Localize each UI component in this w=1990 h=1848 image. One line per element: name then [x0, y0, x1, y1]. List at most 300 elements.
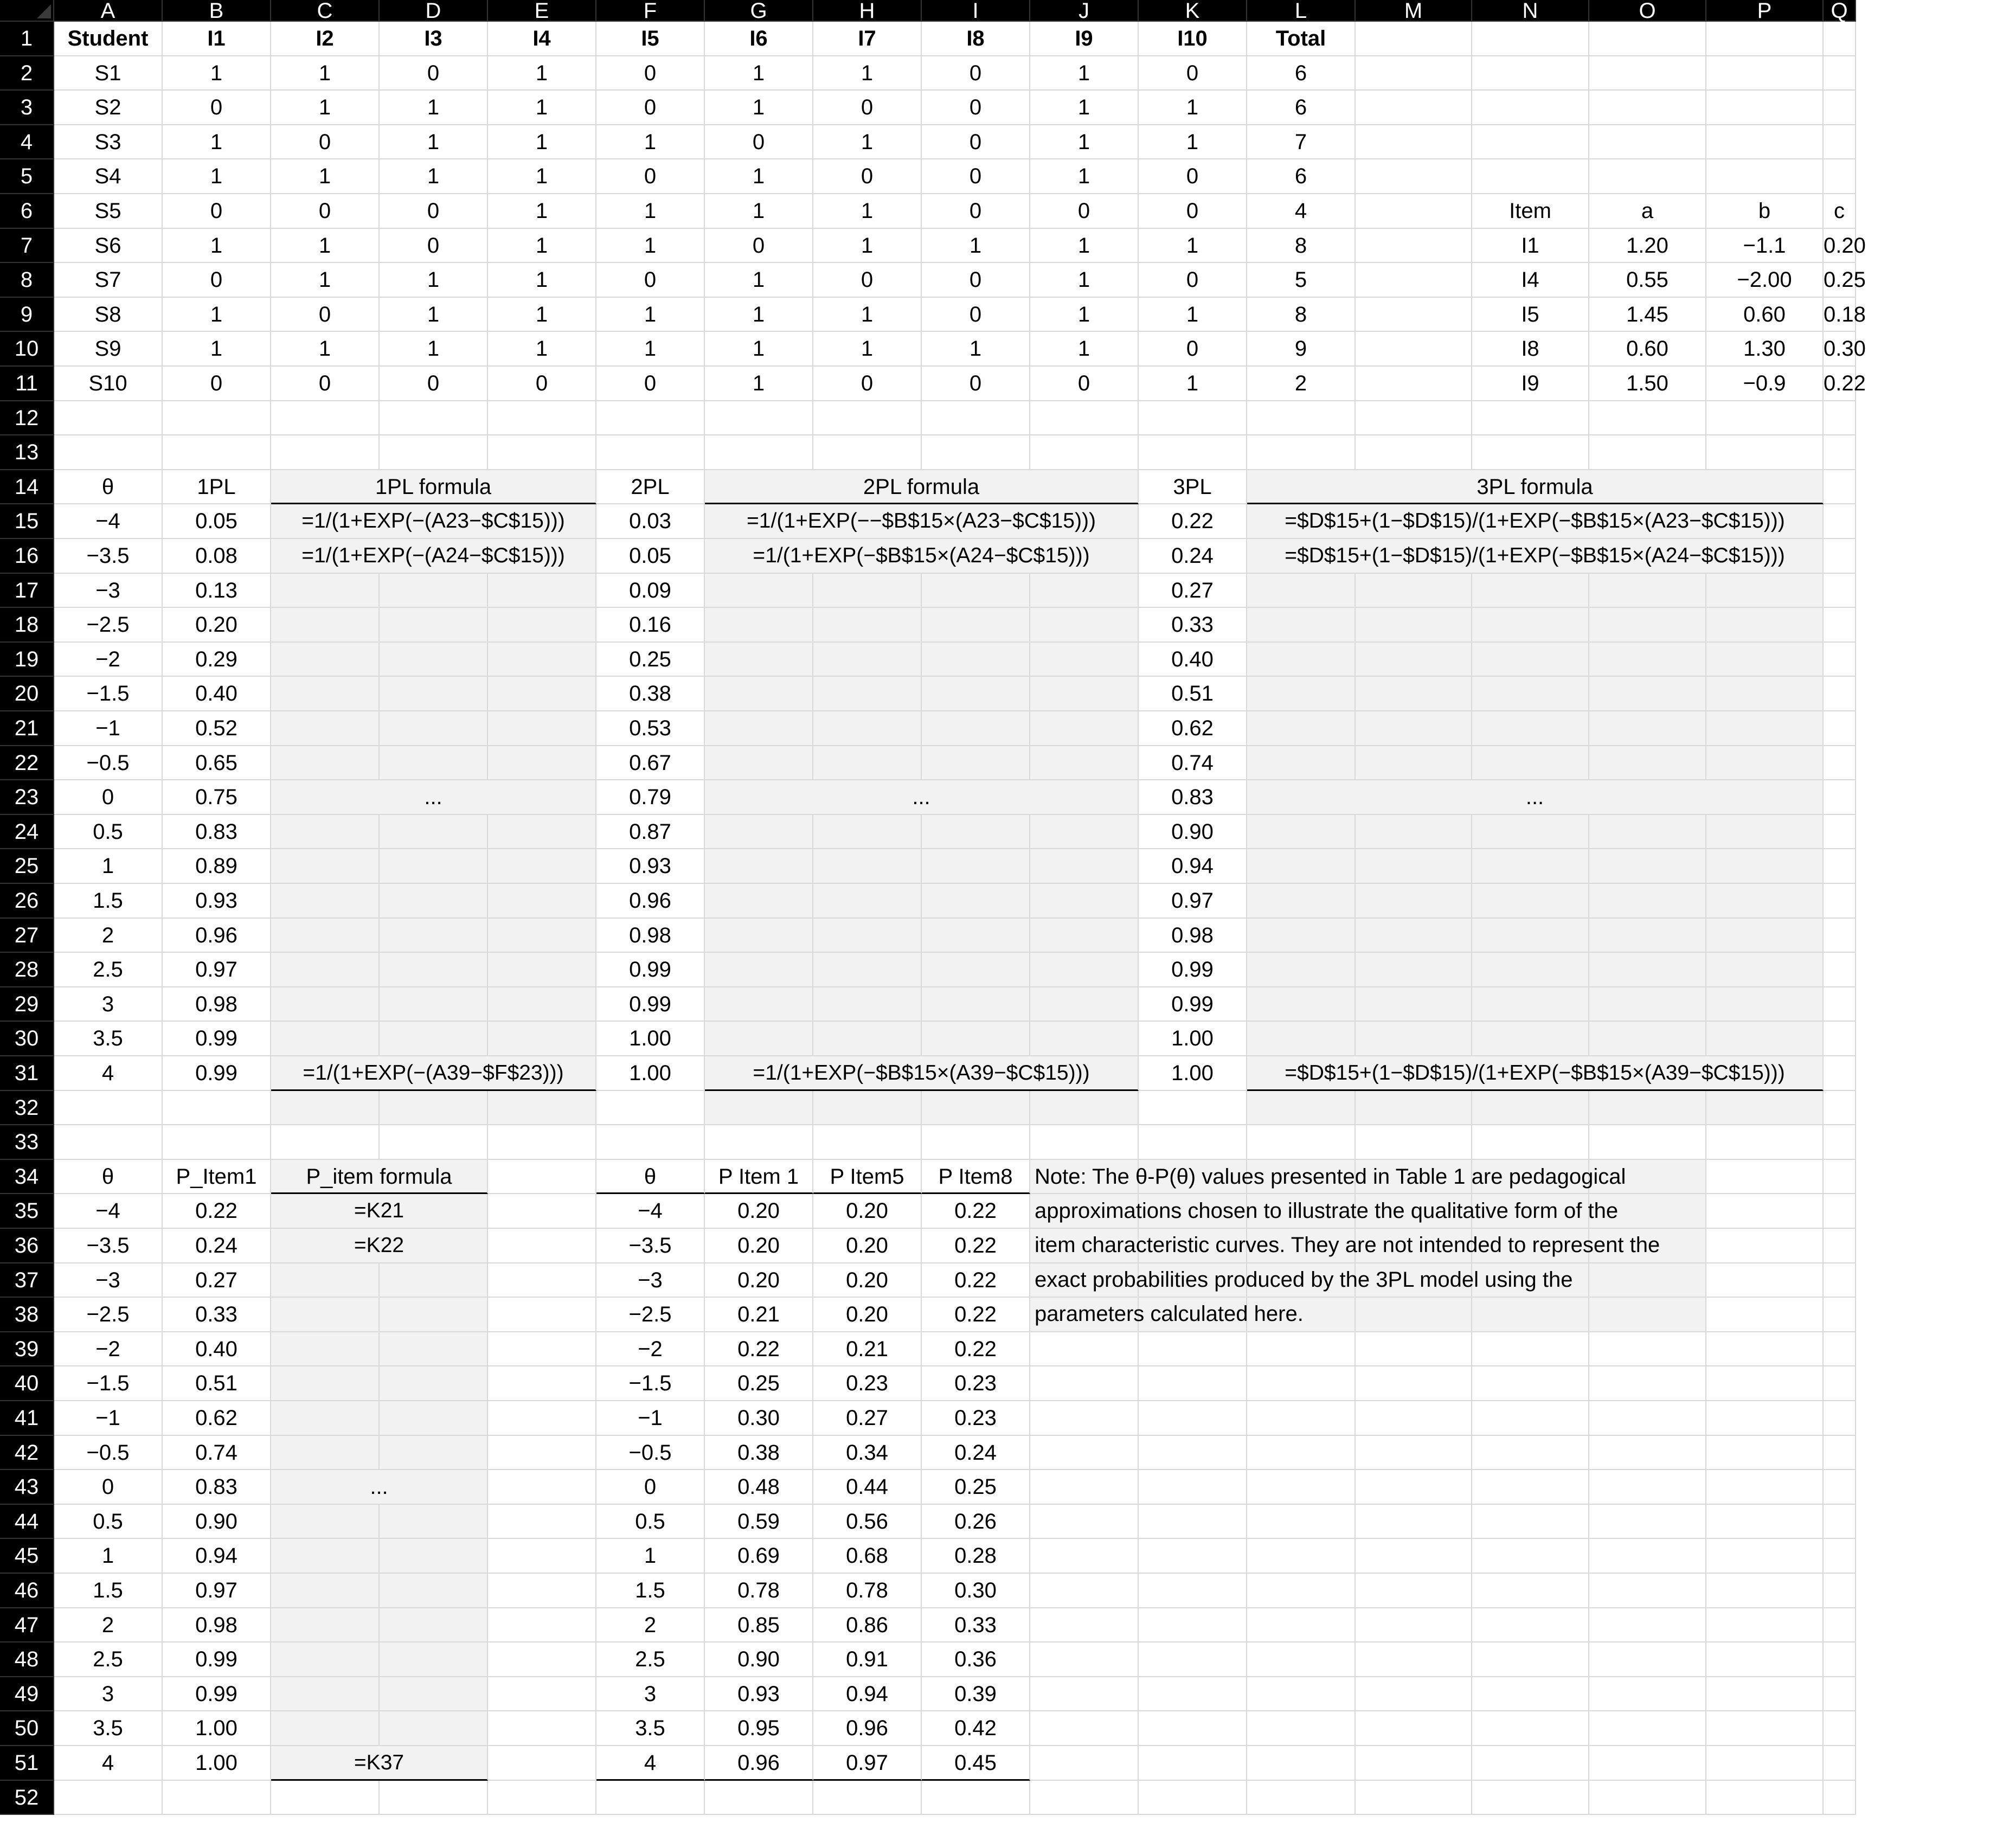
cell-i49[interactable]: 0.39 [922, 1677, 1030, 1712]
cell-j3[interactable]: 1 [1030, 91, 1139, 125]
row-header[interactable]: 41 [0, 1401, 54, 1436]
grid-cell[interactable] [1589, 1332, 1706, 1367]
cell-a14[interactable]: θ [54, 470, 163, 505]
grid-cell[interactable] [1706, 1022, 1824, 1056]
grid-cell[interactable] [1356, 1711, 1472, 1746]
cell-b38[interactable]: 0.33 [163, 1298, 271, 1332]
row-header[interactable]: 6 [0, 194, 54, 229]
grid-cell[interactable] [705, 435, 813, 470]
grid-cell[interactable] [1824, 159, 1856, 194]
grid-cell[interactable] [1247, 643, 1356, 677]
cell-f5[interactable]: 0 [596, 159, 705, 194]
grid-cell[interactable] [1356, 1470, 1472, 1505]
cell-i35[interactable]: 0.22 [922, 1194, 1030, 1229]
cell-n7[interactable]: I1 [1472, 229, 1589, 264]
grid-cell[interactable] [1030, 711, 1139, 746]
grid-cell[interactable] [271, 1366, 380, 1401]
grid-cell[interactable] [1589, 1642, 1706, 1677]
grid-cell[interactable] [1356, 1091, 1472, 1126]
grid-cell[interactable] [271, 746, 380, 781]
grid-cell[interactable] [488, 1332, 596, 1367]
grid-cell[interactable] [1824, 677, 1856, 711]
cell-f11[interactable]: 0 [596, 367, 705, 401]
grid-cell[interactable] [1824, 574, 1856, 608]
grid-cell[interactable] [705, 643, 813, 677]
grid-cell[interactable] [922, 435, 1030, 470]
cell-g48[interactable]: 0.90 [705, 1642, 813, 1677]
cell-e5[interactable]: 1 [488, 159, 596, 194]
cell-i5[interactable]: 0 [922, 159, 1030, 194]
cell-g10[interactable]: 1 [705, 332, 813, 367]
grid-cell[interactable] [1247, 1539, 1356, 1574]
grid-cell[interactable] [1589, 1470, 1706, 1505]
grid-cell[interactable] [1589, 746, 1706, 781]
cell-g46[interactable]: 0.78 [705, 1574, 813, 1608]
cell-f49[interactable]: 3 [596, 1677, 705, 1712]
grid-cell[interactable] [705, 1125, 813, 1160]
cell-f45[interactable]: 1 [596, 1539, 705, 1574]
grid-cell[interactable] [488, 815, 596, 850]
cell-b19[interactable]: 0.29 [163, 643, 271, 677]
grid-cell[interactable] [1472, 1125, 1589, 1160]
grid-cell[interactable] [1356, 229, 1472, 264]
cell-i39[interactable]: 0.22 [922, 1332, 1030, 1367]
grid-cell[interactable] [1706, 401, 1824, 436]
grid-cell[interactable] [1706, 1091, 1824, 1126]
row-header[interactable]: 34 [0, 1160, 54, 1195]
cell-o9[interactable]: 1.45 [1589, 298, 1706, 332]
grid-cell[interactable] [488, 1263, 596, 1298]
cell-f35[interactable]: −4 [596, 1194, 705, 1229]
grid-cell[interactable] [1139, 1642, 1247, 1677]
grid-cell[interactable] [813, 815, 922, 850]
grid-cell[interactable] [1706, 746, 1824, 781]
grid-cell[interactable] [1356, 1539, 1472, 1574]
grid-cell[interactable] [1356, 746, 1472, 781]
grid-cell[interactable] [813, 953, 922, 987]
grid-cell[interactable] [1247, 1781, 1356, 1815]
grid-cell[interactable] [488, 884, 596, 919]
grid-cell[interactable] [488, 1539, 596, 1574]
grid-cell[interactable] [1030, 1711, 1139, 1746]
grid-cell[interactable] [1706, 1194, 1824, 1229]
grid-cell[interactable] [1589, 56, 1706, 91]
row-header[interactable]: 31 [0, 1056, 54, 1091]
row-header[interactable]: 15 [0, 504, 54, 539]
grid-cell[interactable] [1356, 1746, 1472, 1781]
cell-h35[interactable]: 0.20 [813, 1194, 922, 1229]
grid-cell[interactable] [1589, 1022, 1706, 1056]
cell-h47[interactable]: 0.86 [813, 1608, 922, 1643]
row-header[interactable]: 19 [0, 643, 54, 677]
grid-cell[interactable] [1356, 1436, 1472, 1471]
cell-l2[interactable]: 6 [1247, 56, 1356, 91]
cell-i1[interactable]: I8 [922, 22, 1030, 56]
grid-cell[interactable] [380, 711, 488, 746]
grid-cell[interactable] [1472, 1505, 1589, 1539]
cell-g6[interactable]: 1 [705, 194, 813, 229]
grid-cell[interactable] [271, 677, 380, 711]
grid-cell[interactable] [1706, 953, 1824, 987]
grid-cell[interactable] [1356, 125, 1472, 160]
cell-d9[interactable]: 1 [380, 298, 488, 332]
row-header[interactable]: 7 [0, 229, 54, 264]
grid-cell[interactable] [1247, 1091, 1356, 1126]
grid-cell[interactable] [1472, 746, 1589, 781]
cell-d3[interactable]: 1 [380, 91, 488, 125]
cell-f42[interactable]: −0.5 [596, 1436, 705, 1471]
grid-cell[interactable] [1589, 125, 1706, 160]
cell-p9[interactable]: 0.60 [1706, 298, 1824, 332]
cell-o11[interactable]: 1.50 [1589, 367, 1706, 401]
cell-f10[interactable]: 1 [596, 332, 705, 367]
grid-cell[interactable] [1824, 1366, 1856, 1401]
cell-h1[interactable]: I7 [813, 22, 922, 56]
column-header[interactable]: E [488, 0, 596, 22]
cell-c34[interactable]: P_item formula [271, 1160, 488, 1195]
cell-b27[interactable]: 0.96 [163, 919, 271, 953]
cell-i45[interactable]: 0.28 [922, 1539, 1030, 1574]
cell-a37[interactable]: −3 [54, 1263, 163, 1298]
grid-cell[interactable] [922, 711, 1030, 746]
cell-h39[interactable]: 0.21 [813, 1332, 922, 1367]
grid-cell[interactable] [380, 884, 488, 919]
grid-cell[interactable] [271, 987, 380, 1022]
cell-k27[interactable]: 0.98 [1139, 919, 1247, 953]
grid-cell[interactable] [596, 1091, 705, 1126]
cell-h46[interactable]: 0.78 [813, 1574, 922, 1608]
grid-cell[interactable] [380, 1781, 488, 1815]
grid-cell[interactable] [1706, 1574, 1824, 1608]
grid-cell[interactable] [1824, 1608, 1856, 1643]
grid-cell[interactable] [1356, 194, 1472, 229]
row-header[interactable]: 28 [0, 953, 54, 987]
cell-k19[interactable]: 0.40 [1139, 643, 1247, 677]
cell-f43[interactable]: 0 [596, 1470, 705, 1505]
grid-cell[interactable] [488, 1229, 596, 1263]
select-all-corner[interactable] [0, 0, 54, 22]
row-header[interactable]: 13 [0, 435, 54, 470]
cell-f40[interactable]: −1.5 [596, 1366, 705, 1401]
grid-cell[interactable] [1030, 953, 1139, 987]
cell-q11[interactable]: 0.22 [1824, 367, 1856, 401]
cell-h44[interactable]: 0.56 [813, 1505, 922, 1539]
row-header[interactable]: 45 [0, 1539, 54, 1574]
cell-o6[interactable]: a [1589, 194, 1706, 229]
row-header[interactable]: 14 [0, 470, 54, 505]
grid-cell[interactable] [1356, 884, 1472, 919]
cell-h43[interactable]: 0.44 [813, 1470, 922, 1505]
grid-cell[interactable] [1706, 1711, 1824, 1746]
column-header[interactable]: C [271, 0, 380, 22]
cell-l5[interactable]: 6 [1247, 159, 1356, 194]
cell-f19[interactable]: 0.25 [596, 643, 705, 677]
cell-b26[interactable]: 0.93 [163, 884, 271, 919]
grid-cell[interactable] [705, 953, 813, 987]
grid-cell[interactable] [1247, 1711, 1356, 1746]
grid-cell[interactable] [380, 1711, 488, 1746]
cell-j6[interactable]: 0 [1030, 194, 1139, 229]
grid-cell[interactable] [1139, 1505, 1247, 1539]
grid-cell[interactable] [1139, 435, 1247, 470]
row-header[interactable]: 27 [0, 919, 54, 953]
cell-a9[interactable]: S8 [54, 298, 163, 332]
grid-cell[interactable] [271, 1608, 380, 1643]
cell-a51[interactable]: 4 [54, 1746, 163, 1781]
cell-b8[interactable]: 0 [163, 263, 271, 298]
grid-cell[interactable] [488, 987, 596, 1022]
row-header[interactable]: 39 [0, 1332, 54, 1367]
grid-cell[interactable] [1139, 1746, 1247, 1781]
row-header[interactable]: 48 [0, 1642, 54, 1677]
grid-cell[interactable] [1247, 1642, 1356, 1677]
cell-l16[interactable]: =$D$15+(1−$D$15)/(1+EXP(−$B$15×(A24−$C$15))) [1247, 539, 1824, 574]
grid-cell[interactable] [488, 1125, 596, 1160]
cell-h50[interactable]: 0.96 [813, 1711, 922, 1746]
grid-cell[interactable] [1030, 815, 1139, 850]
grid-cell[interactable] [1706, 1229, 1824, 1263]
grid-cell[interactable] [813, 435, 922, 470]
grid-cell[interactable] [1356, 159, 1472, 194]
grid-cell[interactable] [488, 401, 596, 436]
cell-i34[interactable]: P Item8 [922, 1160, 1030, 1195]
cell-a2[interactable]: S1 [54, 56, 163, 91]
cell-g15[interactable]: =1/(1+EXP(−−$B$15×(A23−$C$15))) [705, 504, 1139, 539]
cell-o8[interactable]: 0.55 [1589, 263, 1706, 298]
grid-cell[interactable] [705, 401, 813, 436]
cell-a40[interactable]: −1.5 [54, 1366, 163, 1401]
cell-f30[interactable]: 1.00 [596, 1022, 705, 1056]
grid-cell[interactable] [1824, 815, 1856, 850]
cell-c2[interactable]: 1 [271, 56, 380, 91]
grid-cell[interactable] [813, 987, 922, 1022]
cell-i36[interactable]: 0.22 [922, 1229, 1030, 1263]
grid-cell[interactable] [1824, 1263, 1856, 1298]
row-header[interactable]: 26 [0, 884, 54, 919]
cell-b41[interactable]: 0.62 [163, 1401, 271, 1436]
cell-k2[interactable]: 0 [1139, 56, 1247, 91]
cell-e2[interactable]: 1 [488, 56, 596, 91]
cell-g37[interactable]: 0.20 [705, 1263, 813, 1298]
grid-cell[interactable] [1824, 1056, 1856, 1091]
cell-i9[interactable]: 0 [922, 298, 1030, 332]
grid-cell[interactable] [1824, 1332, 1856, 1367]
grid-cell[interactable] [1706, 643, 1824, 677]
grid-cell[interactable] [1247, 884, 1356, 919]
cell-a36[interactable]: −3.5 [54, 1229, 163, 1263]
cell-n9[interactable]: I5 [1472, 298, 1589, 332]
grid-cell[interactable] [1589, 1505, 1706, 1539]
row-header[interactable]: 23 [0, 780, 54, 815]
cell-a25[interactable]: 1 [54, 849, 163, 884]
grid-cell[interactable] [271, 1298, 380, 1332]
row-header[interactable]: 43 [0, 1470, 54, 1505]
grid-cell[interactable] [380, 1608, 488, 1643]
grid-cell[interactable] [1824, 22, 1856, 56]
grid-cell[interactable] [1030, 1677, 1139, 1712]
grid-cell[interactable] [488, 435, 596, 470]
cell-i37[interactable]: 0.22 [922, 1263, 1030, 1298]
cell-f16[interactable]: 0.05 [596, 539, 705, 574]
grid-cell[interactable] [1030, 746, 1139, 781]
grid-cell[interactable] [1706, 711, 1824, 746]
grid-cell[interactable] [1356, 1677, 1472, 1712]
cell-b34[interactable]: P_Item1 [163, 1160, 271, 1195]
grid-cell[interactable] [922, 608, 1030, 643]
grid-cell[interactable] [1247, 1574, 1356, 1608]
grid-cell[interactable] [1247, 574, 1356, 608]
grid-cell[interactable] [1472, 1332, 1589, 1367]
grid-cell[interactable] [1472, 953, 1589, 987]
grid-cell[interactable] [54, 1125, 163, 1160]
cell-d7[interactable]: 0 [380, 229, 488, 264]
cell-g3[interactable]: 1 [705, 91, 813, 125]
cell-c4[interactable]: 0 [271, 125, 380, 160]
grid-cell[interactable] [1589, 849, 1706, 884]
grid-cell[interactable] [488, 1022, 596, 1056]
grid-cell[interactable] [1706, 1608, 1824, 1643]
cell-l15[interactable]: =$D$15+(1−$D$15)/(1+EXP(−$B$15×(A23−$C$15))) [1247, 504, 1824, 539]
grid-cell[interactable] [271, 1436, 380, 1471]
grid-cell[interactable] [922, 1022, 1030, 1056]
grid-cell[interactable] [1824, 919, 1856, 953]
cell-i4[interactable]: 0 [922, 125, 1030, 160]
cell-e4[interactable]: 1 [488, 125, 596, 160]
cell-k14[interactable]: 3PL [1139, 470, 1247, 505]
cell-h42[interactable]: 0.34 [813, 1436, 922, 1471]
grid-cell[interactable] [271, 884, 380, 919]
cell-n11[interactable]: I9 [1472, 367, 1589, 401]
grid-cell[interactable] [1356, 332, 1472, 367]
cell-f22[interactable]: 0.67 [596, 746, 705, 781]
cell-g5[interactable]: 1 [705, 159, 813, 194]
cell-g43[interactable]: 0.48 [705, 1470, 813, 1505]
cell-p6[interactable]: b [1706, 194, 1824, 229]
cell-q8[interactable]: 0.25 [1824, 263, 1856, 298]
grid-cell[interactable] [1356, 677, 1472, 711]
row-header[interactable]: 10 [0, 332, 54, 367]
row-header[interactable]: 4 [0, 125, 54, 160]
column-header[interactable]: I [922, 0, 1030, 22]
row-header[interactable]: 2 [0, 56, 54, 91]
grid-cell[interactable] [380, 1366, 488, 1401]
grid-cell[interactable] [1472, 1091, 1589, 1126]
grid-cell[interactable] [1356, 435, 1472, 470]
grid-cell[interactable] [1589, 1608, 1706, 1643]
cell-f14[interactable]: 2PL [596, 470, 705, 505]
grid-cell[interactable] [1247, 1505, 1356, 1539]
cell-a16[interactable]: −3.5 [54, 539, 163, 574]
grid-cell[interactable] [488, 1298, 596, 1332]
cell-f37[interactable]: −3 [596, 1263, 705, 1298]
cell-a42[interactable]: −0.5 [54, 1436, 163, 1471]
grid-cell[interactable] [271, 1642, 380, 1677]
cell-i2[interactable]: 0 [922, 56, 1030, 91]
grid-cell[interactable] [813, 849, 922, 884]
grid-cell[interactable] [705, 1781, 813, 1815]
grid-cell[interactable] [1247, 401, 1356, 436]
grid-cell[interactable] [1706, 574, 1824, 608]
grid-cell[interactable] [1030, 677, 1139, 711]
cell-d2[interactable]: 0 [380, 56, 488, 91]
cell-h4[interactable]: 1 [813, 125, 922, 160]
grid-cell[interactable] [380, 815, 488, 850]
cell-c8[interactable]: 1 [271, 263, 380, 298]
grid-cell[interactable] [1706, 1677, 1824, 1712]
grid-cell[interactable] [271, 1125, 380, 1160]
grid-cell[interactable] [1356, 1781, 1472, 1815]
grid-cell[interactable] [1706, 919, 1824, 953]
grid-cell[interactable] [1824, 1505, 1856, 1539]
grid-cell[interactable] [1706, 1470, 1824, 1505]
grid-cell[interactable] [380, 435, 488, 470]
grid-cell[interactable] [705, 677, 813, 711]
cell-k17[interactable]: 0.27 [1139, 574, 1247, 608]
cell-c35[interactable]: =K21 [271, 1194, 488, 1229]
cell-l6[interactable]: 4 [1247, 194, 1356, 229]
grid-cell[interactable] [1247, 849, 1356, 884]
grid-cell[interactable] [488, 1436, 596, 1471]
grid-cell[interactable] [1589, 159, 1706, 194]
grid-cell[interactable] [488, 849, 596, 884]
grid-cell[interactable] [1706, 1642, 1824, 1677]
grid-cell[interactable] [1356, 953, 1472, 987]
grid-cell[interactable] [1139, 1091, 1247, 1126]
grid-cell[interactable] [488, 677, 596, 711]
grid-cell[interactable] [1472, 22, 1589, 56]
grid-cell[interactable] [813, 574, 922, 608]
row-header[interactable]: 18 [0, 608, 54, 643]
cell-q6[interactable]: c [1824, 194, 1856, 229]
cell-j10[interactable]: 1 [1030, 332, 1139, 367]
cell-b44[interactable]: 0.90 [163, 1505, 271, 1539]
grid-cell[interactable] [1824, 56, 1856, 91]
cell-k28[interactable]: 0.99 [1139, 953, 1247, 987]
grid-cell[interactable] [1472, 987, 1589, 1022]
grid-cell[interactable] [163, 435, 271, 470]
grid-cell[interactable] [1824, 884, 1856, 919]
cell-c6[interactable]: 0 [271, 194, 380, 229]
grid-cell[interactable] [596, 1781, 705, 1815]
cell-f39[interactable]: −2 [596, 1332, 705, 1367]
cell-a28[interactable]: 2.5 [54, 953, 163, 987]
grid-cell[interactable] [1356, 574, 1472, 608]
grid-cell[interactable] [1824, 711, 1856, 746]
grid-cell[interactable] [1706, 1125, 1824, 1160]
row-header[interactable]: 12 [0, 401, 54, 436]
grid-cell[interactable] [488, 1505, 596, 1539]
cell-h37[interactable]: 0.20 [813, 1263, 922, 1298]
cell-a31[interactable]: 4 [54, 1056, 163, 1091]
cell-b30[interactable]: 0.99 [163, 1022, 271, 1056]
cell-i48[interactable]: 0.36 [922, 1642, 1030, 1677]
grid-cell[interactable] [1030, 1022, 1139, 1056]
cell-f25[interactable]: 0.93 [596, 849, 705, 884]
grid-cell[interactable] [1030, 919, 1139, 953]
grid-cell[interactable] [705, 1091, 813, 1126]
cell-h10[interactable]: 1 [813, 332, 922, 367]
column-header[interactable]: H [813, 0, 922, 22]
grid-cell[interactable] [813, 1022, 922, 1056]
grid-cell[interactable] [488, 574, 596, 608]
cell-b17[interactable]: 0.13 [163, 574, 271, 608]
grid-cell[interactable] [488, 1608, 596, 1643]
cell-b40[interactable]: 0.51 [163, 1366, 271, 1401]
cell-a43[interactable]: 0 [54, 1470, 163, 1505]
grid-cell[interactable] [1472, 643, 1589, 677]
grid-cell[interactable] [488, 1574, 596, 1608]
grid-cell[interactable] [271, 1332, 380, 1367]
